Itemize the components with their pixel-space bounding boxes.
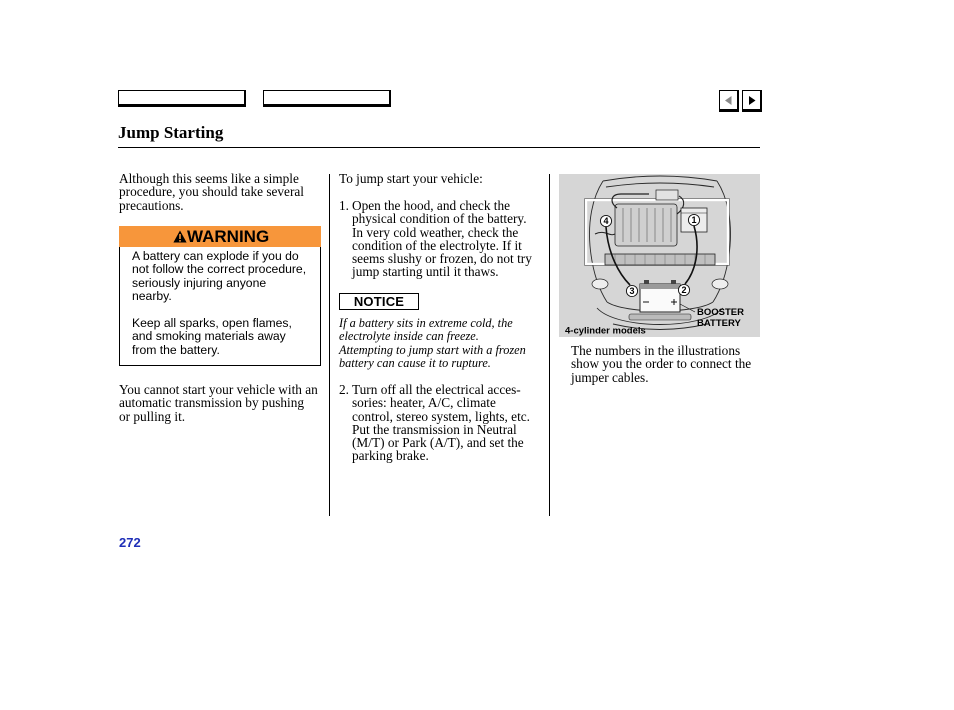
step-number: 1.	[339, 198, 349, 213]
top-nav-button-primary[interactable]	[118, 90, 246, 107]
transmission-note: You cannot start your vehicle with an automatic transmission by pushing or pulling it.	[119, 382, 318, 424]
triangle-right-icon	[743, 91, 760, 109]
next-page-button[interactable]	[742, 90, 762, 112]
page-number: 272	[119, 535, 141, 550]
booster-battery	[640, 280, 680, 312]
callout-number: 4	[603, 216, 609, 227]
warning-paragraph: Keep all sparks, open flames, and smoking materials away from the battery.	[132, 316, 292, 357]
engine-compartment-illustration	[559, 174, 760, 337]
illustration-caption: 4-cylinder models	[565, 325, 646, 337]
warning-header	[119, 226, 321, 247]
steps-intro: To jump start your vehicle:	[339, 171, 483, 186]
callout-2	[678, 284, 689, 295]
booster-battery-label: BOOSTER	[697, 307, 744, 318]
step-number: 2.	[339, 382, 349, 397]
column-divider-1	[329, 174, 330, 516]
callout-number: 2	[681, 285, 687, 296]
step-2	[339, 383, 544, 465]
triangle-left-icon	[720, 91, 737, 109]
warning-triangle-icon	[173, 230, 187, 243]
intro-paragraph: Although this seems like a simple procedure, you should take several precautions.	[119, 171, 304, 213]
illustration-explanation: The numbers in the illustrations show you the order to connect the jumper cables.	[571, 343, 752, 385]
callout-number: 1	[691, 215, 697, 226]
notice-badge: NOTICE	[339, 293, 419, 310]
notice-text: If a battery sits in extreme cold, the electrolyte inside can freeze. Attempting to jump start with a frozen battery can cause it to rupture.	[339, 316, 526, 371]
warning-box	[119, 226, 321, 366]
title-divider	[118, 147, 760, 148]
previous-page-button[interactable]	[719, 90, 739, 112]
callout-3	[626, 285, 637, 296]
front-grille	[629, 314, 691, 320]
top-nav-button-secondary[interactable]	[263, 90, 391, 107]
page-title: Jump Starting	[118, 123, 224, 142]
step-text: Open the hood, and check the physical condition of the battery. In very cold weather, check the condition of the electrolyte. If it seems slushy or frozen, do not try jump starting until it thaws.	[352, 198, 532, 280]
booster-battery-label: BATTERY	[697, 318, 741, 329]
step-text: Turn off all the electrical acces- sories: heater, A/C, climate control, stereo system, lights, etc. Put the transmission in Neutral (M/T) or Park (A/T), and set the parking brake.	[352, 382, 530, 464]
callout-4	[600, 215, 611, 226]
warning-label: WARNING	[187, 227, 270, 246]
callout-1	[688, 214, 699, 225]
step-1	[339, 199, 544, 281]
callout-number: 3	[629, 286, 635, 297]
warning-paragraph: A battery can explode if you do not follow the correct procedure, seriously injuring anyone nearby.	[132, 249, 307, 303]
column-divider-2	[549, 174, 550, 516]
radiator	[605, 254, 715, 265]
